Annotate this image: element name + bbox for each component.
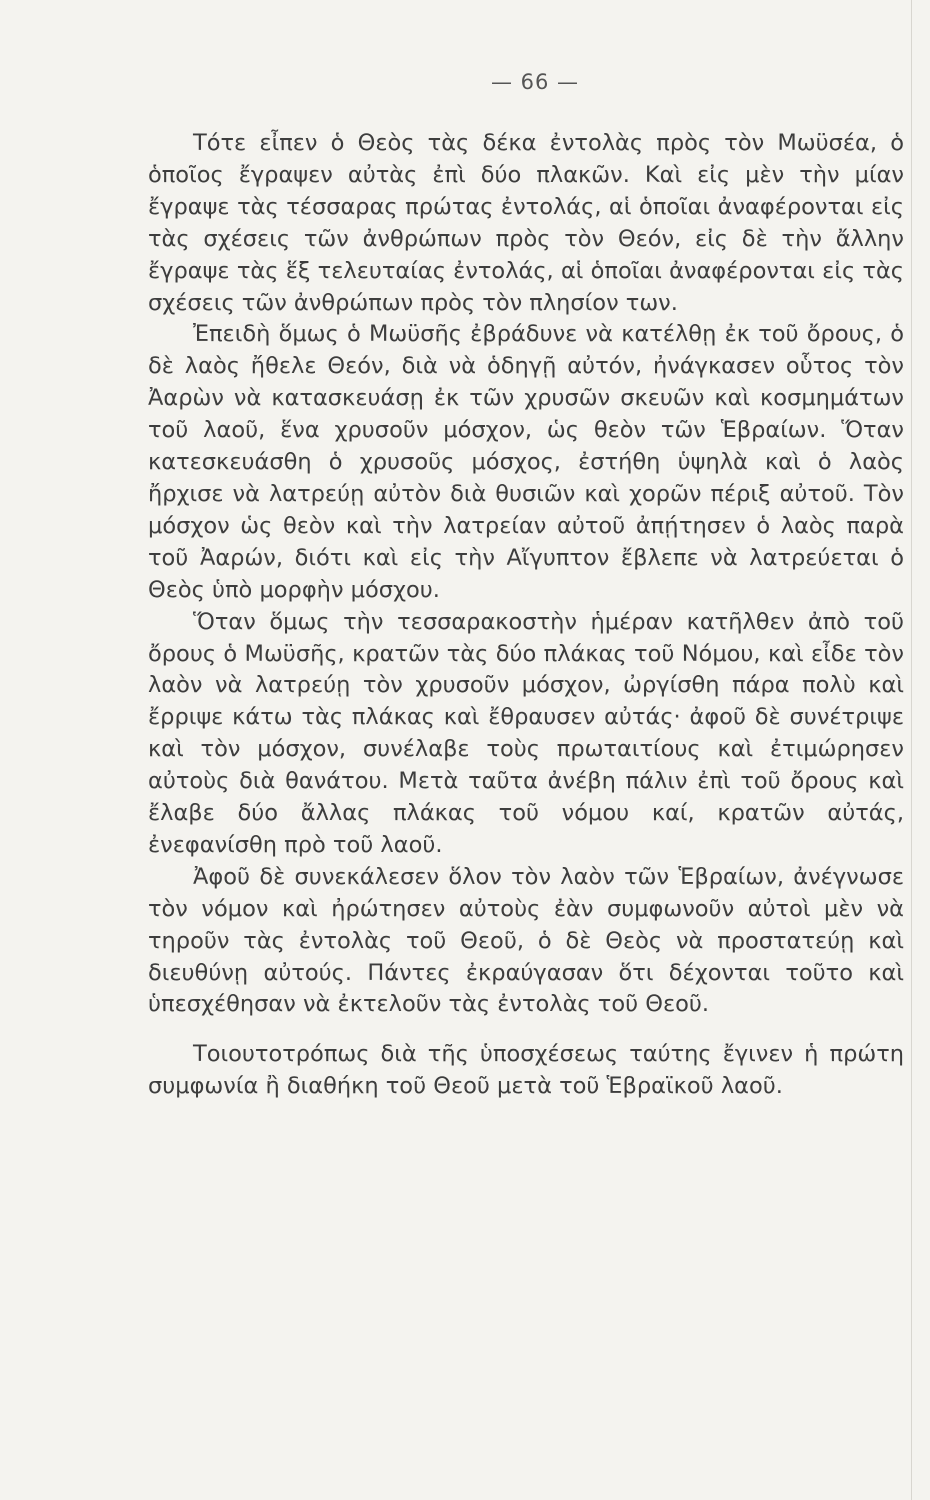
paragraph-ten-commandments: Τότε εἶπεν ὁ Θεὸς τὰς δέκα ἐντολὰς πρὸς τὸν Μωϋσέα, ὁ ὁποῖος ἔγραψεν αὐτὰς ἐπὶ δύο πλακῶν. Καὶ εἰς μὲν τὴν μίαν ἔγραψε τὰς τέσσαρας πρώτας ἐντολάς, αἱ ὁποῖαι ἀναφέρονται εἰς τὰς σχέσεις τῶν ἀνθρώπων πρὸς τὸν Θεόν, εἰς δὲ τὴν ἄλλην ἔγραψε τὰς ἕξ τελευταίας ἐντολάς, αἱ ὁποῖαι ἀναφέρονται εἰς τὰς σχέσεις τῶν ἀνθρώπων πρὸς τὸν πλησίον των. [148,130,904,316]
paragraph-covenant-assembly: Ἀφοῦ δὲ συνεκάλεσεν ὅλον τὸν λαὸν τῶν Ἑβραίων, ἀνέγνωσε τὸν νόμον καὶ ἠρώτησεν αὐτοὺς ἐὰν συμφωνοῦν αὐτοὶ μὲν νὰ τηροῦν τὰς ἐντολὰς τοῦ Θεοῦ, ὁ δὲ Θεὸς νὰ προστατεύῃ καὶ διευθύνῃ αὐτούς. Πάντες ἐκραύγασαν ὅτι δέχονται τοῦτο καὶ ὑπεσχέθησαν νὰ ἐκτελοῦν τὰς ἐντολὰς τοῦ Θεοῦ. [148,863,904,1018]
page-edge-line [911,0,912,1500]
page-number: — 66 — [490,70,580,94]
paragraph-golden-calf: Ἐπειδὴ ὅμως ὁ Μωϋσῆς ἐβράδυνε νὰ κατέλθῃ ἐκ τοῦ ὄρους, ὁ δὲ λαὸς ἤθελε Θεόν, διὰ νὰ ὁδηγῇ αὐτόν, ἠνάγκασεν οὗτος τὸν Ἀαρὼν νὰ κατασκευάσῃ ἐκ τῶν χρυσῶν σκευῶν καὶ κοσμημάτων τοῦ λαοῦ, ἕνα χρυσοῦν μόσχον, ὡς θεὸν τῶν Ἑβραίων. Ὅταν κατεσκευάσθη ὁ χρυσοῦς μόσχος, ἐστήθη ὑψηλὰ καὶ ὁ λαὸς ἤρχισε νὰ λατρεύῃ αὐτὸν διὰ θυσιῶν καὶ χορῶν πέριξ αὐτοῦ. Τὸν μόσχον ὡς θεὸν καὶ τὴν λατρείαν αὐτοῦ ἀπῄτησεν ὁ λαὸς παρὰ τοῦ Ἀαρών, διότι καὶ εἰς τὴν Αἴγυπτον ἔβλεπε νὰ λατρεύεται ὁ Θεὸς ὑπὸ μορφὴν μόσχου. [148,321,904,603]
paragraph-first-covenant: Τοιουτοτρόπως διὰ τῆς ὑποσχέσεως ταύτης ἔγινεν ἡ πρώτη συμφωνία ἢ διαθήκη τοῦ Θεοῦ μετὰ τοῦ Ἑβραϊκοῦ λαοῦ. [148,1041,904,1100]
body-text [148,128,904,1103]
paragraph-moses-returns: Ὅταν ὅμως τὴν τεσσαρακοστὴν ἡμέραν κατῆλθεν ἀπὸ τοῦ ὄρους ὁ Μωϋσῆς, κρατῶν τὰς δύο πλάκας τοῦ Νόμου, καὶ εἶδε τὸν λαὸν νὰ λατρεύῃ τὸν χρυσοῦν μόσχον, ὠργίσθη πάρα πολὺ καὶ ἔρριψε κάτω τὰς πλάκας καὶ ἔθραυσεν αὐτάς· ἀφοῦ δὲ συνέτριψε καὶ τὸν μόσχον, συνέλαβε τοὺς πρωταιτίους καὶ ἐτιμώρησεν αὐτοὺς διὰ θανάτου. Μετὰ ταῦτα ἀνέβη πάλιν ἐπὶ τοῦ ὄρους καὶ ἔλαβε δύο ἄλλας πλάκας τοῦ νόμου καί, κρατῶν αὐτάς, ἐνεφανίσθη πρὸ τοῦ λαοῦ. [148,608,904,858]
